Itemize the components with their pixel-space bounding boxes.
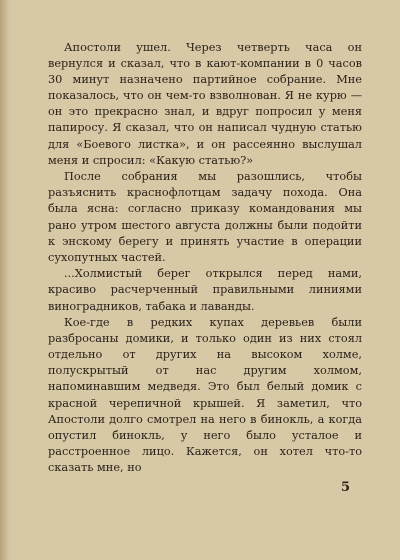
paragraph-3: ...Холмистый берег открылся перед нами, красиво расчерченный правильными линиями виноградников, табака и лаванды. — [48, 267, 362, 313]
paragraph-4: Кое-где в редких купах деревьев были разбросаны домики, и только один из них стоял отдельно от других на высоком холме, полускрытый от нас другим холмом, напоминавшим медведя. Это был белый домик с красной черепичной крышей. Я заметил, что Апостоли долго смотрел на него в бинокль, а когда опустил бинокль, у него было усталое и расстроенное лицо. Кажется, он хотел что-то сказать мне, но — [48, 316, 362, 474]
paragraph-1: Апостоли ушел. Через четверть часа он вернулся и сказал, что в кают-компании в 0 часов 30 минут назначено партийное собрание. Мне показалось, что он чем-то взволнован. Я не курю — он это прекрасно знал, и вдруг попросил у меня папиросу. Я сказал, что он написал чудную статью для «Боевого листка», и он рассеянно выслушал меня и спросил: «Какую статью?» — [48, 41, 362, 167]
page-number: 5 — [341, 480, 351, 495]
paragraph-2: После собрания мы разошлись, чтобы разъяснить краснофлотцам задачу похода. Она была ясна: согласно приказу командования мы рано утром шестого августа должны были подойти к энскому берегу и принять участие в операции сухопутных частей. — [48, 170, 362, 264]
page-text — [48, 40, 362, 477]
